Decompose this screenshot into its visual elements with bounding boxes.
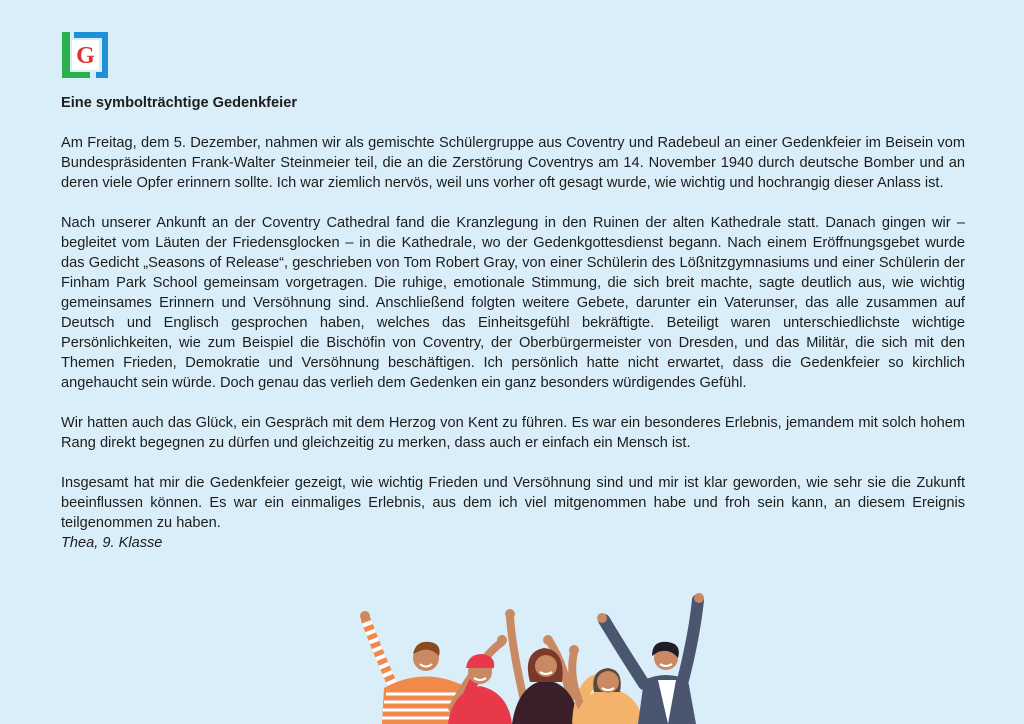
article <box>61 93 965 553</box>
article-title: Eine symbolträchtige Gedenkfeier <box>61 95 298 111</box>
person-red-cap <box>448 635 512 724</box>
cheering-people-illustration <box>352 588 718 724</box>
article-paragraph-4: Insgesamt hat mir die Gedenkfeier gezeigt, wie wichtig Frieden und Versöhnung sind und mir ist klar geworden, wie sehr sie die Zukunft beeinflussen können. Es war ein einmaliges Erlebnis, aus dem ich viel mitgenommen habe und froh sein kann, an diesem Ereignis teilgenommen zu haben. <box>61 475 965 531</box>
article-paragraph-3: Wir hatten auch das Glück, ein Gespräch mit dem Herzog von Kent zu führen. Es war ein besonderes Erlebnis, jemandem mit solch hohem Rang direkt begegnen zu dürfen und gleichzeitig zu merken, dass auch er einfach ein Mensch ist. <box>61 415 965 451</box>
illustration-graphic <box>352 588 718 724</box>
school-logo <box>60 28 110 80</box>
article-signature: Thea, 9. Klasse <box>61 535 163 551</box>
article-paragraph-1: Am Freitag, dem 5. Dezember, nahmen wir als gemischte Schülergruppe aus Coventry und Radebeul an einer Gedenkfeier im Beisein vom Bundespräsidenten Frank-Walter Steinmeier teil, die an die Zerstörung Coventrys am 14. November 1940 durch deutsche Bomber und an deren viele Opfer erinnern sollte. Ich war ziemlich nervös, weil uns vorher oft gesagt wurde, wie wichtig und hochrangig dieser Anlass ist. <box>61 135 965 191</box>
article-paragraph-2: Nach unserer Ankunft an der Coventry Cathedral fand die Kranzlegung in den Ruinen der alten Kathedrale statt. Danach gingen wir – begleitet vom Läuten der Friedensglocken – in die Kathedrale, wo der Gedenkgottesdienst begann. Nach einem Eröffnungsgebet wurde das Gedicht „Seasons of Release“, geschrieben von Tom Robert Gray, von einer Schülerin des Lößnitzgymnasiums und einer Schülerin der Finham Park School gemeinsam vorgetragen. Die ruhige, emotionale Stimmung, die sich breit machte, sagte deutlich aus, wie wichtig gemeinsames Erinnern und Versöhnung sind. Anschließend folgten weitere Gebete, darunter ein Vaterunser, das alle zusammen auf Deutsch und Englisch gesprochen haben, welches das Einheitsgefühl bekräftigte. Beteiligt waren unterschiedlichste wichtige Persönlichkeiten, wie zum Beispiel die Bischöfin von Coventry, der Oberbürgermeister von Dresden, und das Militär, die sich mit den Themen Frieden, Demokratie und Versöhnung beschäftigen. Ich persönlich hatte nicht erwartet, dass die Gedenkfeier so kirchlich angehaucht sein würde. Doch genau das verlieh dem Gedenken ein ganz besonders würdigendes Gefühl. <box>61 215 965 391</box>
logo-graphic <box>60 28 110 80</box>
logo-letter: G <box>76 43 95 69</box>
